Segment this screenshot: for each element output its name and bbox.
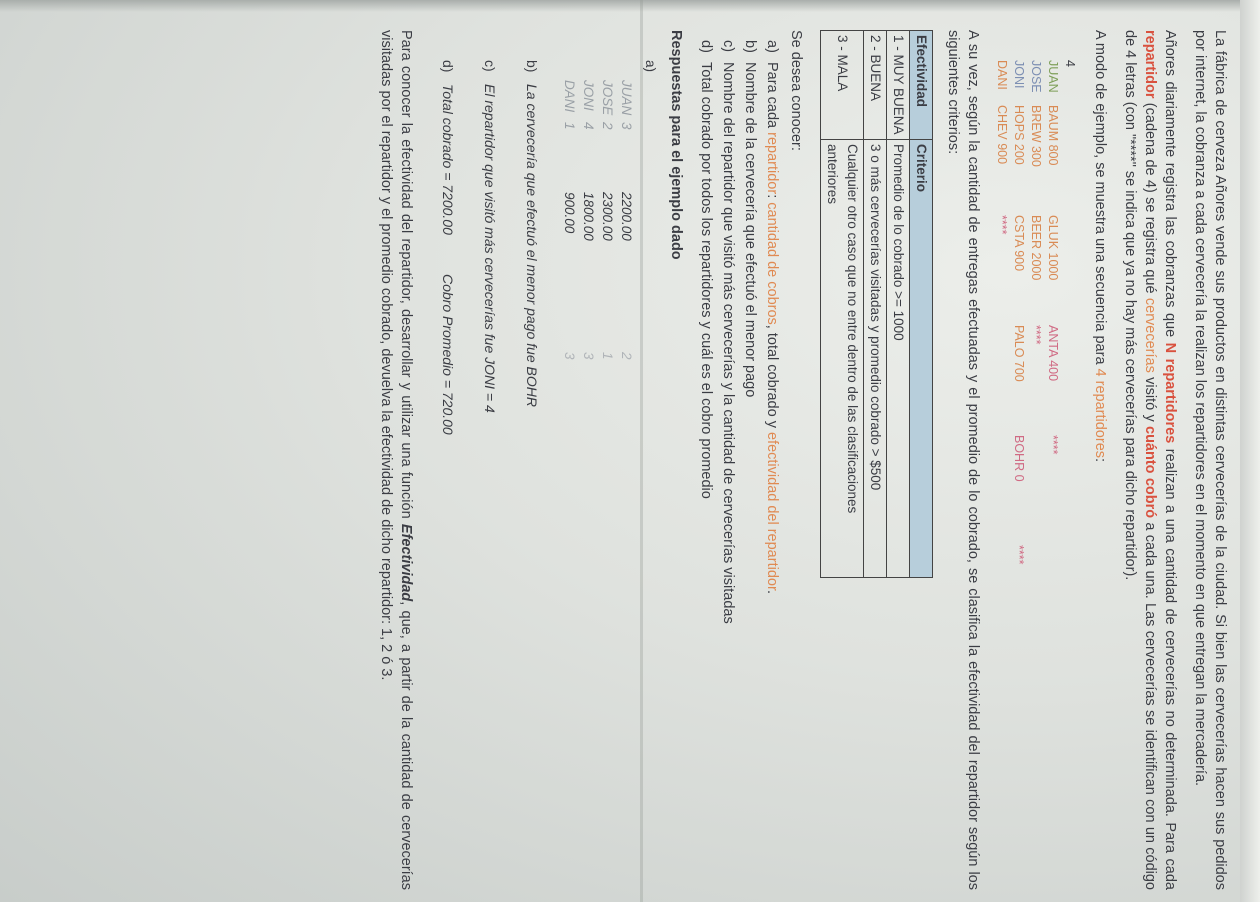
answer-effectiveness: 1 <box>600 352 615 360</box>
highlight-4-repartidores: 4 repartidores <box>1092 368 1108 459</box>
seq-name: DANI <box>995 60 1009 90</box>
answer-name: JUAN <box>619 80 634 116</box>
highlight: efectividad del repartidor <box>764 432 780 590</box>
example-sequence <box>995 60 1080 890</box>
seq-entry: BREW 300 <box>1029 105 1043 167</box>
answer-row <box>617 80 636 890</box>
answer-count: 2 <box>600 122 615 130</box>
item-label: c) <box>720 40 736 53</box>
sequence-row <box>1046 60 1063 890</box>
answer-c <box>480 60 500 890</box>
seq-name: JUAN <box>1046 60 1060 93</box>
text: Para conocer la efectividad del repartidor, desarrollar y utilizar una función <box>398 30 414 524</box>
answer-text: El repartidor que visitó más cervecerías fue JONI = 4 <box>482 84 498 413</box>
criteria-paragraph: A su vez, según la cantidad de entregas efectuadas y el promedio de lo cobrado, se clasifica la efectividad del repartidor según los siguientes criterios: <box>945 30 981 890</box>
list-item <box>718 40 738 890</box>
answer-d <box>438 60 458 890</box>
text: (cadena de 4) se registra qué <box>1142 98 1158 298</box>
seq-entry: ANTA 400 <box>1046 325 1060 382</box>
answer-name: JONI <box>581 80 596 111</box>
text: realizan a una cantidad de cervecerías no determinada. Para cada <box>1162 443 1178 890</box>
item-label: d) <box>698 40 714 53</box>
seq-end: **** <box>1012 545 1026 565</box>
item-label: c) <box>482 60 498 72</box>
table-header: Criterio <box>910 140 933 578</box>
text: . <box>764 590 780 595</box>
answer-total: 2200.00 <box>619 192 634 241</box>
sequence-count: 4 <box>1063 60 1077 67</box>
item-label: b) <box>742 40 758 53</box>
text: Total cobrado por todos los repartidores y cuál es el cobro promedio <box>698 62 714 499</box>
final-paragraph <box>376 30 416 890</box>
answer-effectiveness: 3 <box>562 352 577 360</box>
seq-entry: BEER 2000 <box>1029 215 1043 281</box>
answer-a-label: a) <box>643 60 658 73</box>
table-cell: 2 - BUENA <box>864 31 887 140</box>
sequence-row <box>1029 60 1046 890</box>
table-header-row <box>910 31 933 578</box>
answer-b <box>522 60 542 890</box>
answer-row <box>579 80 598 890</box>
text: Nombre de la cervecería que efectuó el menor pago <box>742 62 758 398</box>
seq-entry: PALO 700 <box>1012 325 1026 382</box>
paper-shadow <box>0 0 1260 12</box>
function-name: Efectividad <box>398 523 414 602</box>
text: visitó y <box>1142 372 1158 427</box>
text: A modo de ejemplo, se muestra una secuencia para <box>1092 30 1108 369</box>
seq-end: **** <box>1029 325 1043 345</box>
text: a cada una. Las cervecerías se identifican con un código de 4 letras (con "****" se indica que ya no hay más cervecerías para dicho repartidor). <box>1122 30 1158 890</box>
document-page <box>140 30 1230 890</box>
answer-count: 3 <box>619 122 634 130</box>
text: Para cada <box>764 62 780 133</box>
answer-count: 1 <box>562 122 577 130</box>
answer-total: Total cobrado = 7200.00 <box>440 84 456 235</box>
highlight: cantidad de cobros <box>764 202 780 325</box>
seq-entry: CSTA 900 <box>1012 215 1026 272</box>
example-intro <box>1090 30 1110 890</box>
text: , total cobrado y <box>764 324 780 432</box>
seq-name: JONI <box>1012 60 1026 89</box>
item-label: a) <box>764 40 780 53</box>
answer-name: JOSE <box>600 80 615 116</box>
list-item <box>762 40 782 890</box>
answer-name: DANI <box>562 80 577 113</box>
seq-end: **** <box>995 215 1009 235</box>
text: : <box>1092 458 1108 463</box>
table-cell: 3 - MALA <box>821 31 864 140</box>
list-item <box>740 40 760 890</box>
intro-paragraph: La fábrica de cerveza Añores vende sus productos en distintas cervecerías de la ciudad. Si bien las cervecerías hacen sus pedidos por internet, la cobranza a cada cervecería la realizan los repartidores en el momento en que entregan la mercadería. <box>1192 30 1228 890</box>
sequence-row <box>995 60 1012 890</box>
requirements-title: Se desea conocer: <box>788 30 804 151</box>
highlight-repartidor: repartidor <box>1142 30 1158 99</box>
answers-section <box>438 30 660 890</box>
table-cell: Promedio de lo cobrado >= 1000 <box>887 140 910 578</box>
seq-end: **** <box>1046 435 1060 455</box>
table-cell: 1 - MUY BUENA <box>887 31 910 140</box>
sequence-row <box>1012 60 1029 890</box>
answer-text: La cervecería que efectuó el menor pago fue BOHR <box>524 84 540 407</box>
requirements-list <box>696 40 782 890</box>
item-label: d) <box>440 60 456 73</box>
list-item <box>696 40 716 890</box>
highlight-cervecerias: cervecerías <box>1142 297 1158 373</box>
text: Añores diariamente registra las cobranzas que <box>1162 30 1178 343</box>
answer-row <box>598 80 617 890</box>
answer-count: 4 <box>581 122 596 130</box>
highlight-cuanto-cobro: cuánto cobró <box>1142 426 1158 519</box>
seq-name: JOSE <box>1029 60 1043 93</box>
seq-entry: CHEV 900 <box>995 105 1009 165</box>
seq-entry: GLUK 1000 <box>1046 215 1060 281</box>
table-row <box>864 31 887 578</box>
paper-edge <box>1240 0 1260 902</box>
text: , que, a partir de la cantidad de cervecerías visitadas por el repartidor y el promedio cobrado, devuelva la efectividad de dicho repartidor: 1, 2 ó 3. <box>378 30 414 890</box>
answer-row <box>560 80 579 890</box>
answer-effectiveness: 3 <box>581 352 596 360</box>
answer-total: 2300.00 <box>600 192 615 241</box>
item-label: b) <box>524 60 540 73</box>
description-paragraph <box>1120 30 1180 890</box>
highlight-n-repartidores: N repartidores <box>1162 342 1178 444</box>
table-row <box>821 31 864 578</box>
answer-average: Cobro Promedio = 720.00 <box>440 274 456 435</box>
text: : <box>764 194 780 203</box>
answer-effectiveness: 2 <box>619 352 634 360</box>
table-header: Efectividad <box>910 31 933 140</box>
seq-entry: BAUM 800 <box>1046 105 1060 166</box>
text: Nombre del repartidor que visitó más cervecerías y la cantidad de cervecerías visitadas <box>720 62 736 624</box>
answers-title: Respuestas para el ejemplo dado <box>668 30 684 260</box>
answer-total: 1800.00 <box>581 192 596 241</box>
answer-total: 900.00 <box>562 192 577 234</box>
table-row <box>887 31 910 578</box>
highlight: repartidor <box>764 132 780 195</box>
table-cell: Cualquier otro caso que no entre dentro de las clasificaciones anteriores <box>821 140 864 578</box>
seq-entry: BOHR 0 <box>1012 435 1026 482</box>
seq-entry: HOPS 200 <box>1012 105 1026 165</box>
criteria-table <box>820 30 933 578</box>
table-cell: 3 o más cervecerías visitadas y promedio cobrado > $500 <box>864 140 887 578</box>
